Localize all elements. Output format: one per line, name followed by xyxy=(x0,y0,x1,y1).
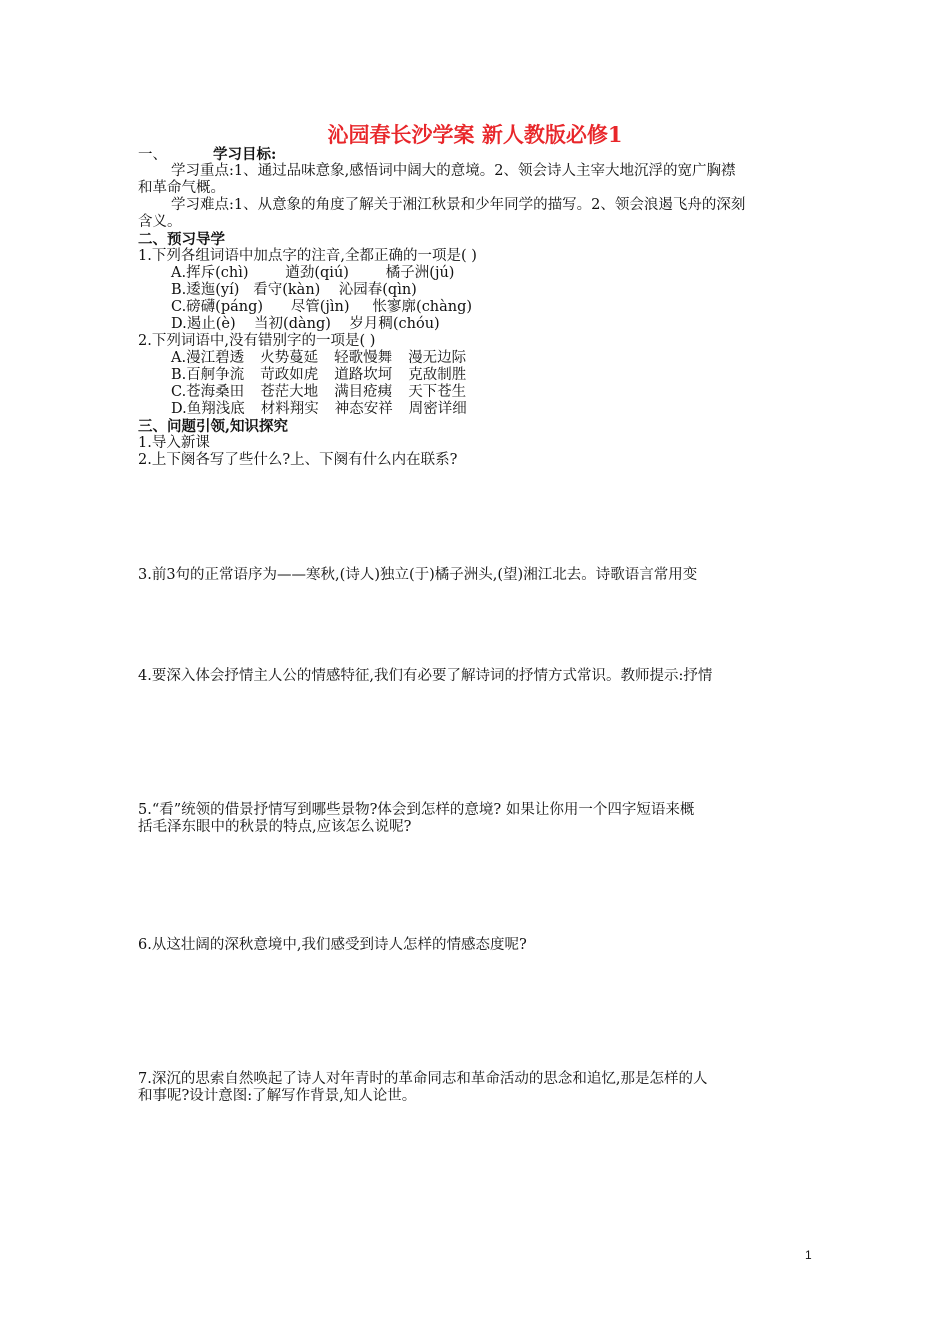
q2-option-d-word-3: 神态安祥 xyxy=(334,401,393,417)
section1-heading xyxy=(138,146,276,164)
question-2: 2.下列词语中,没有错别字的一项是( ) xyxy=(138,333,376,349)
q2-option-c-word-1: C.苍海桑田 xyxy=(171,384,245,400)
q2-option-c-word-2: 苍茫大地 xyxy=(260,384,319,400)
s3-question-1: 1.导入新课 xyxy=(138,435,210,451)
section2-heading: 二、预习导学 xyxy=(138,231,225,248)
difficulty-line-2: 含义。 xyxy=(138,214,182,230)
s3-question-2: 2.上下阕各写了些什么?上、下阕有什么内在联系? xyxy=(138,452,458,468)
q2-option-c xyxy=(171,384,482,401)
q2-option-c-word-4: 天下苍生 xyxy=(408,384,467,400)
q1-option-d: D.遏止(è) 当初(dàng) 岁月稠(chóu) xyxy=(171,316,440,332)
s3-question-6: 6.从这壮阔的深秋意境中,我们感受到诗人怎样的情感态度呢? xyxy=(138,937,527,953)
question-1: 1.下列各组词语中加点字的注音,全都正确的一项是( ) xyxy=(138,248,477,264)
section3-heading: 三、问题引领,知识探究 xyxy=(138,418,289,435)
section1-heading-text: 学习目标: xyxy=(213,146,277,163)
s3-question-4: 4.要深入体会抒情主人公的情感特征,我们有必要了解诗词的抒情方式常识。教师提示:抒情 xyxy=(138,668,713,684)
q2-option-d-word-1: D.鱼翔浅底 xyxy=(171,401,245,417)
s3-question-5-line-1: 5.“看”统领的借景抒情写到哪些景物?体会到怎样的意境? 如果让你用一个四字短语来概 xyxy=(138,802,695,818)
q2-option-d-word-4: 周密详细 xyxy=(408,401,467,417)
q2-option-b-word-3: 道路坎坷 xyxy=(334,367,393,383)
key-point-line-1: 学习重点:1、通过品味意象,感悟词中阔大的意境。2、领会诗人主宰大地沉浮的宽广胸襟 xyxy=(171,163,736,179)
s3-question-3: 3.前3句的正常语序为——寒秋,(诗人)独立(于)橘子洲头,(望)湘江北去。诗歌语言常用变 xyxy=(138,567,698,583)
q2-option-a-word-2: 火势蔓延 xyxy=(260,350,319,366)
page-number: 1 xyxy=(805,1248,812,1262)
q2-option-a-word-1: A.漫江碧透 xyxy=(171,350,245,366)
q2-option-d-word-2: 材料翔实 xyxy=(260,401,319,417)
q2-option-b-word-2: 苛政如虎 xyxy=(260,367,319,383)
q2-option-a-word-3: 轻歌慢舞 xyxy=(334,350,393,366)
q1-option-c: C.磅礴(páng) 尽管(jìn) 怅寥廓(chàng) xyxy=(171,299,473,315)
s3-question-7-line-2: 和事呢?设计意图:了解写作背景,知人论世。 xyxy=(138,1088,417,1104)
q1-option-b: B.逶迤(yí) 看守(kàn) 沁园春(qìn) xyxy=(171,282,417,298)
q2-option-d xyxy=(171,401,483,418)
document-title: 沁园春长沙学案 新人教版必修1 xyxy=(327,122,623,147)
s3-question-5-line-2: 括毛泽东眼中的秋景的特点,应该怎么说呢? xyxy=(138,819,412,835)
q2-option-a xyxy=(171,350,482,367)
q2-option-b xyxy=(171,367,482,384)
q2-option-a-word-4: 漫无边际 xyxy=(408,350,467,366)
difficulty-line-1: 学习难点:1、从意象的角度了解关于湘江秋景和少年同学的描写。2、领会浪遏飞舟的深刻 xyxy=(171,197,746,213)
s3-question-7-line-1: 7.深沉的思索自然唤起了诗人对年青时的革命同志和革命活动的思念和追忆,那是怎样的人 xyxy=(138,1071,708,1087)
q2-option-b-word-1: B.百舸争流 xyxy=(171,367,245,383)
q1-option-a: A.挥斥(chì) 遒劲(qiú) 橘子洲(jú) xyxy=(171,265,455,281)
key-point-line-2: 和革命气概。 xyxy=(138,180,225,196)
q2-option-c-word-3: 满目疮痍 xyxy=(334,384,393,400)
section1-heading-number: 一、 xyxy=(138,147,167,163)
q2-option-b-word-4: 克敌制胜 xyxy=(408,367,467,383)
